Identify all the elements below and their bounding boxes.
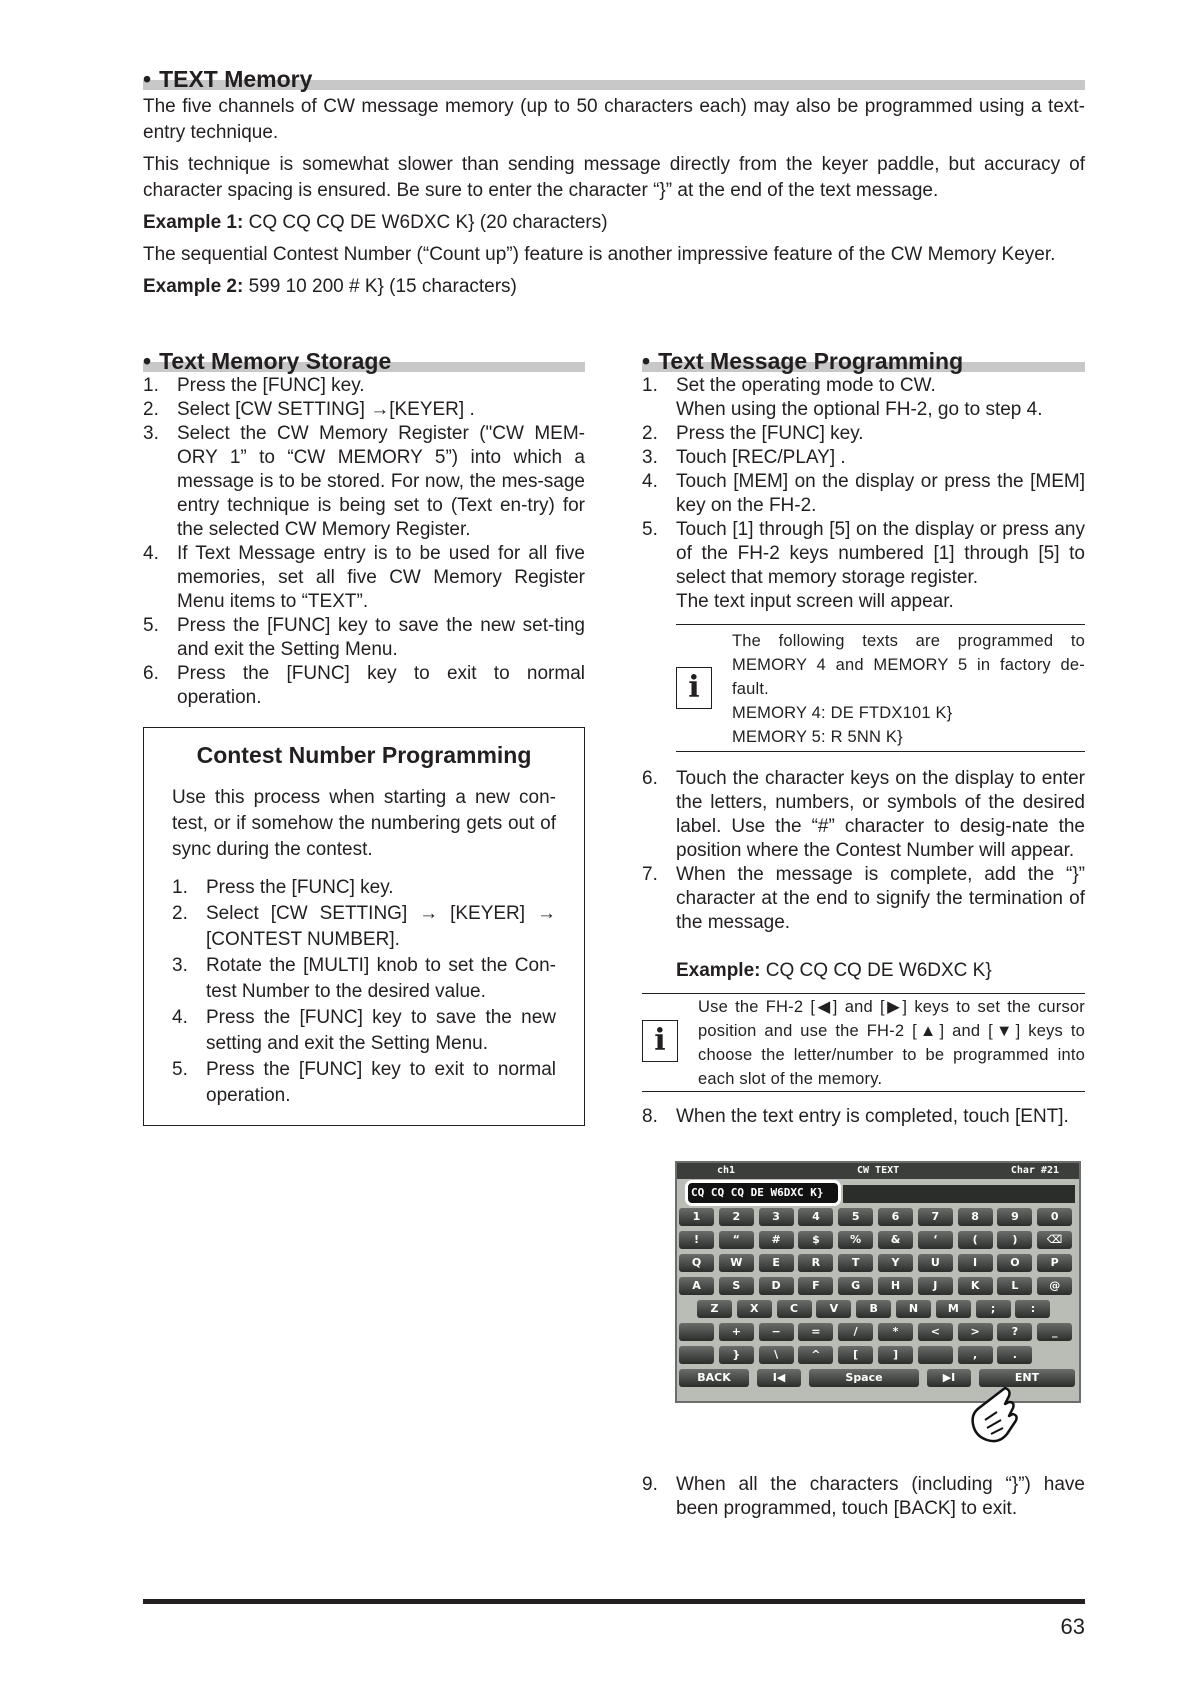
list-item: 2. Select [CW SETTING] →[KEYER] . (143, 399, 475, 420)
heading-title: • Text Memory Storage (143, 348, 392, 374)
heading-title: • TEXT Memory (143, 66, 313, 92)
keyboard-key[interactable]: 0 (1037, 1208, 1072, 1226)
keyboard-key[interactable]: ( (958, 1231, 993, 1249)
keyboard-key[interactable]: [ (838, 1346, 873, 1364)
list-item: 5. Press the [FUNC] key to save the new set-ting and exit the Setting Menu. (143, 615, 585, 660)
keyboard-key[interactable]: $ (798, 1231, 833, 1249)
keyboard-key[interactable]: E (759, 1254, 794, 1272)
keyboard-key[interactable]: A (679, 1277, 714, 1295)
footer-rule (143, 1599, 1085, 1604)
note-text: Use the FH-2 [◀] and [▶] keys to set the cursor position and use the FH-2 [▲] and [▼] keys to choose the letter/number to be programmed into each slot of the memory. (698, 998, 1085, 1088)
contest-intro: Use this process when starting a new con-test, or if somehow the numbering gets out of sync during the contest. (172, 787, 556, 860)
keyboard-key[interactable]: Space (809, 1369, 919, 1387)
programming-steps (642, 374, 1085, 614)
char-count: Char #21 (1010, 1165, 1059, 1176)
screen-title: CW TEXT (857, 1165, 900, 1176)
text-memory-heading (143, 67, 1085, 91)
keyboard-key[interactable]: 5 (838, 1208, 873, 1226)
storage-steps (143, 374, 585, 710)
keyboard-key[interactable]: 9 (997, 1208, 1032, 1226)
keyboard-key[interactable]: C (777, 1300, 812, 1318)
keyboard-key[interactable] (679, 1323, 714, 1341)
keyboard-key[interactable]: Z (697, 1300, 732, 1318)
keyboard-key[interactable]: 3 (759, 1208, 794, 1226)
keyboard-key[interactable]: < (918, 1323, 953, 1341)
keyboard-key[interactable]: X (737, 1300, 772, 1318)
list-item: 1. Press the [FUNC] key. (172, 877, 394, 898)
channel-label: ch1 (717, 1165, 736, 1176)
list-item: 3. Touch [REC/PLAY] . (642, 447, 846, 468)
keyboard-key[interactable]: ‘ (918, 1231, 953, 1249)
keyboard-key[interactable]: T (838, 1254, 873, 1272)
note-factory-default (676, 624, 1085, 752)
contest-steps (172, 875, 556, 1109)
list-item: 1. Set the operating mode to CW. When using the optional FH-2, go to step 4. (642, 375, 1043, 420)
list-item: 3. Select the CW Memory Register ("CW MEM-ORY 1” to “CW MEMORY 5”) into which a message is to be stored. For now, the mes-sage entry technique is being set to (Text en-try) for the selected CW Memory Register. (143, 423, 585, 540)
keyboard-key[interactable]: 4 (798, 1208, 833, 1226)
list-item: 1. Press the [FUNC] key. (143, 375, 365, 396)
keyboard-key[interactable]: P (1037, 1254, 1072, 1272)
keyboard-key[interactable]: F (798, 1277, 833, 1295)
keyboard-key[interactable]: L (997, 1277, 1032, 1295)
keyboard-key[interactable]: R (798, 1254, 833, 1272)
keyboard-key[interactable]: / (838, 1323, 873, 1341)
keyboard-key[interactable]: V (816, 1300, 851, 1318)
list-item: 9. When all the characters (including “}”) have been programmed, touch [BACK] to exit. (642, 1474, 1085, 1519)
keyboard-key[interactable]: _ (1037, 1323, 1072, 1341)
keyboard-key[interactable]: ! (679, 1231, 714, 1249)
info-icon: i (676, 667, 712, 709)
list-item: 5. Press the [FUNC] key to exit to normal operation. (172, 1059, 556, 1106)
keyboard-key[interactable]: B (856, 1300, 891, 1318)
keyboard-key[interactable]: 2 (719, 1208, 754, 1226)
keyboard-key[interactable]: 6 (878, 1208, 913, 1226)
paragraph: The sequential Contest Number (“Count up”) feature is another impressive feature of the CW Memory Keyer. (143, 244, 1056, 265)
keyboard-key[interactable]: ] (878, 1346, 913, 1364)
pointing-hand-icon (965, 1382, 1023, 1450)
list-item: 8. When the text entry is completed, touch [ENT]. (642, 1106, 1069, 1127)
info-icon: i (642, 1020, 678, 1062)
list-item: 7. When the message is complete, add the “}” character at the end to signify the termination of the message. (642, 864, 1085, 933)
paragraph: The five channels of CW message memory (up to 50 characters each) may also be programmed using a text-entry technique. (143, 96, 1085, 143)
keyboard-key[interactable]: U (918, 1254, 953, 1272)
keyboard-key[interactable] (918, 1346, 953, 1364)
keyboard-key[interactable]: ) (997, 1231, 1032, 1249)
keyboard-key[interactable]: J (918, 1277, 953, 1295)
keyboard-key[interactable]: Q (679, 1254, 714, 1272)
list-item: 2. Select [CW SETTING] → [KEYER] → [CONTEST NUMBER]. (172, 903, 556, 950)
list-item: 4. Touch [MEM] on the display or press the [MEM] key on the FH-2. (642, 471, 1085, 516)
example-2: Example 2: 599 10 200 # K} (15 characters) (143, 276, 517, 297)
page-number: 63 (1060, 1614, 1085, 1639)
text-memory-body (143, 94, 1085, 300)
keyboard-key[interactable]: W (719, 1254, 754, 1272)
keyboard-key[interactable]: 7 (918, 1208, 953, 1226)
keyboard-key[interactable]: . (997, 1346, 1032, 1364)
keyboard-key[interactable]: BACK (679, 1369, 749, 1387)
entry-bar (843, 1185, 1075, 1203)
list-item: 3. Rotate the [MULTI] knob to set the Con-test Number to the desired value. (172, 955, 556, 1002)
keyboard-key[interactable] (679, 1346, 714, 1364)
programming-heading (642, 349, 1085, 373)
keyboard-key[interactable]: \ (759, 1346, 794, 1364)
cw-text-screen (675, 1161, 1081, 1403)
keyboard-key[interactable]: 8 (958, 1208, 993, 1226)
keyboard-key[interactable]: M (936, 1300, 971, 1318)
keyboard-key[interactable]: “ (719, 1231, 754, 1249)
keyboard-key[interactable]: ? (997, 1323, 1032, 1341)
list-item: 4. If Text Message entry is to be used for all five memories, set all five CW Memory Register Menu items to “TEXT”. (143, 543, 585, 612)
keyboard-key[interactable]: * (878, 1323, 913, 1341)
entry-text: CQ CQ CQ DE W6DXC K} (691, 1186, 824, 1199)
keyboard-key[interactable]: − (759, 1323, 794, 1341)
keyboard-key[interactable]: G (838, 1277, 873, 1295)
screen-topbar (677, 1163, 1079, 1179)
note-fh2-keys (642, 993, 1085, 1092)
example-1: Example 1: CQ CQ CQ DE W6DXC K} (20 characters) (143, 212, 608, 233)
programming-steps-continued (642, 767, 1085, 935)
list-item: 6. Press the [FUNC] key to exit to normal operation. (143, 663, 585, 708)
keyboard-key[interactable]: 1 (679, 1208, 714, 1226)
keyboard-key[interactable]: & (878, 1231, 913, 1249)
keyboard-key[interactable]: % (838, 1231, 873, 1249)
step-9 (642, 1473, 1085, 1521)
keyboard-key[interactable]: O (997, 1254, 1032, 1272)
list-item: 4. Press the [FUNC] key to save the new setting and exit the Setting Menu. (172, 1007, 556, 1054)
keyboard-key[interactable]: = (798, 1323, 833, 1341)
list-item: 6. Touch the character keys on the display to enter the letters, numbers, or symbols of the desired label. Use the “#” character to desig-nate the position where the Contest Number will appear. (642, 768, 1085, 861)
keyboard-key[interactable]: > (958, 1323, 993, 1341)
note-text: The following texts are programmed to MEMORY 4 and MEMORY 5 in factory de-fault. MEMORY 4: DE FTDX101 K} MEMORY 5: R 5NN K} (732, 632, 1085, 746)
keyboard-key[interactable]: : (1015, 1300, 1050, 1318)
contest-heading: Contest Number Programming (196, 742, 532, 768)
keyboard-key[interactable]: ▶I (927, 1369, 971, 1387)
keyboard-key[interactable]: N (896, 1300, 931, 1318)
heading-title: • Text Message Programming (642, 348, 964, 374)
keyboard-key[interactable]: @ (1037, 1277, 1072, 1295)
keyboard-key[interactable]: Y (878, 1254, 913, 1272)
keyboard-key[interactable]: ⌫ (1037, 1231, 1072, 1249)
keyboard-key[interactable]: ; (976, 1300, 1011, 1318)
keyboard-key[interactable]: I (958, 1254, 993, 1272)
example-line: Example: CQ CQ CQ DE W6DXC K} (676, 960, 992, 981)
keyboard-key[interactable]: } (719, 1346, 754, 1364)
keyboard-key[interactable]: S (719, 1277, 754, 1295)
step-8 (642, 1105, 1085, 1129)
storage-heading (143, 349, 585, 373)
keyboard-key[interactable]: + (719, 1323, 754, 1341)
list-item: 5. Touch [1] through [5] on the display or press any of the FH-2 keys numbered [1] through [5] to select that memory storage register. The text input screen will appear. (642, 519, 1085, 612)
list-item: 2. Press the [FUNC] key. (642, 423, 864, 444)
keyboard-key[interactable]: ^ (798, 1346, 833, 1364)
keyboard-key[interactable]: D (759, 1277, 794, 1295)
contest-box (143, 727, 585, 1126)
keyboard-key[interactable]: K (958, 1277, 993, 1295)
keyboard-key[interactable]: , (958, 1346, 993, 1364)
keyboard-key[interactable]: # (759, 1231, 794, 1249)
keyboard-key[interactable]: I◀ (757, 1369, 801, 1387)
keyboard-key[interactable]: H (878, 1277, 913, 1295)
keyboard-key[interactable]: ENT (979, 1369, 1075, 1387)
paragraph: This technique is somewhat slower than sending message directly from the keyer paddle, but accuracy of character spacing is ensured. Be sure to enter the character “}” at the end of the text message. (143, 154, 1085, 201)
